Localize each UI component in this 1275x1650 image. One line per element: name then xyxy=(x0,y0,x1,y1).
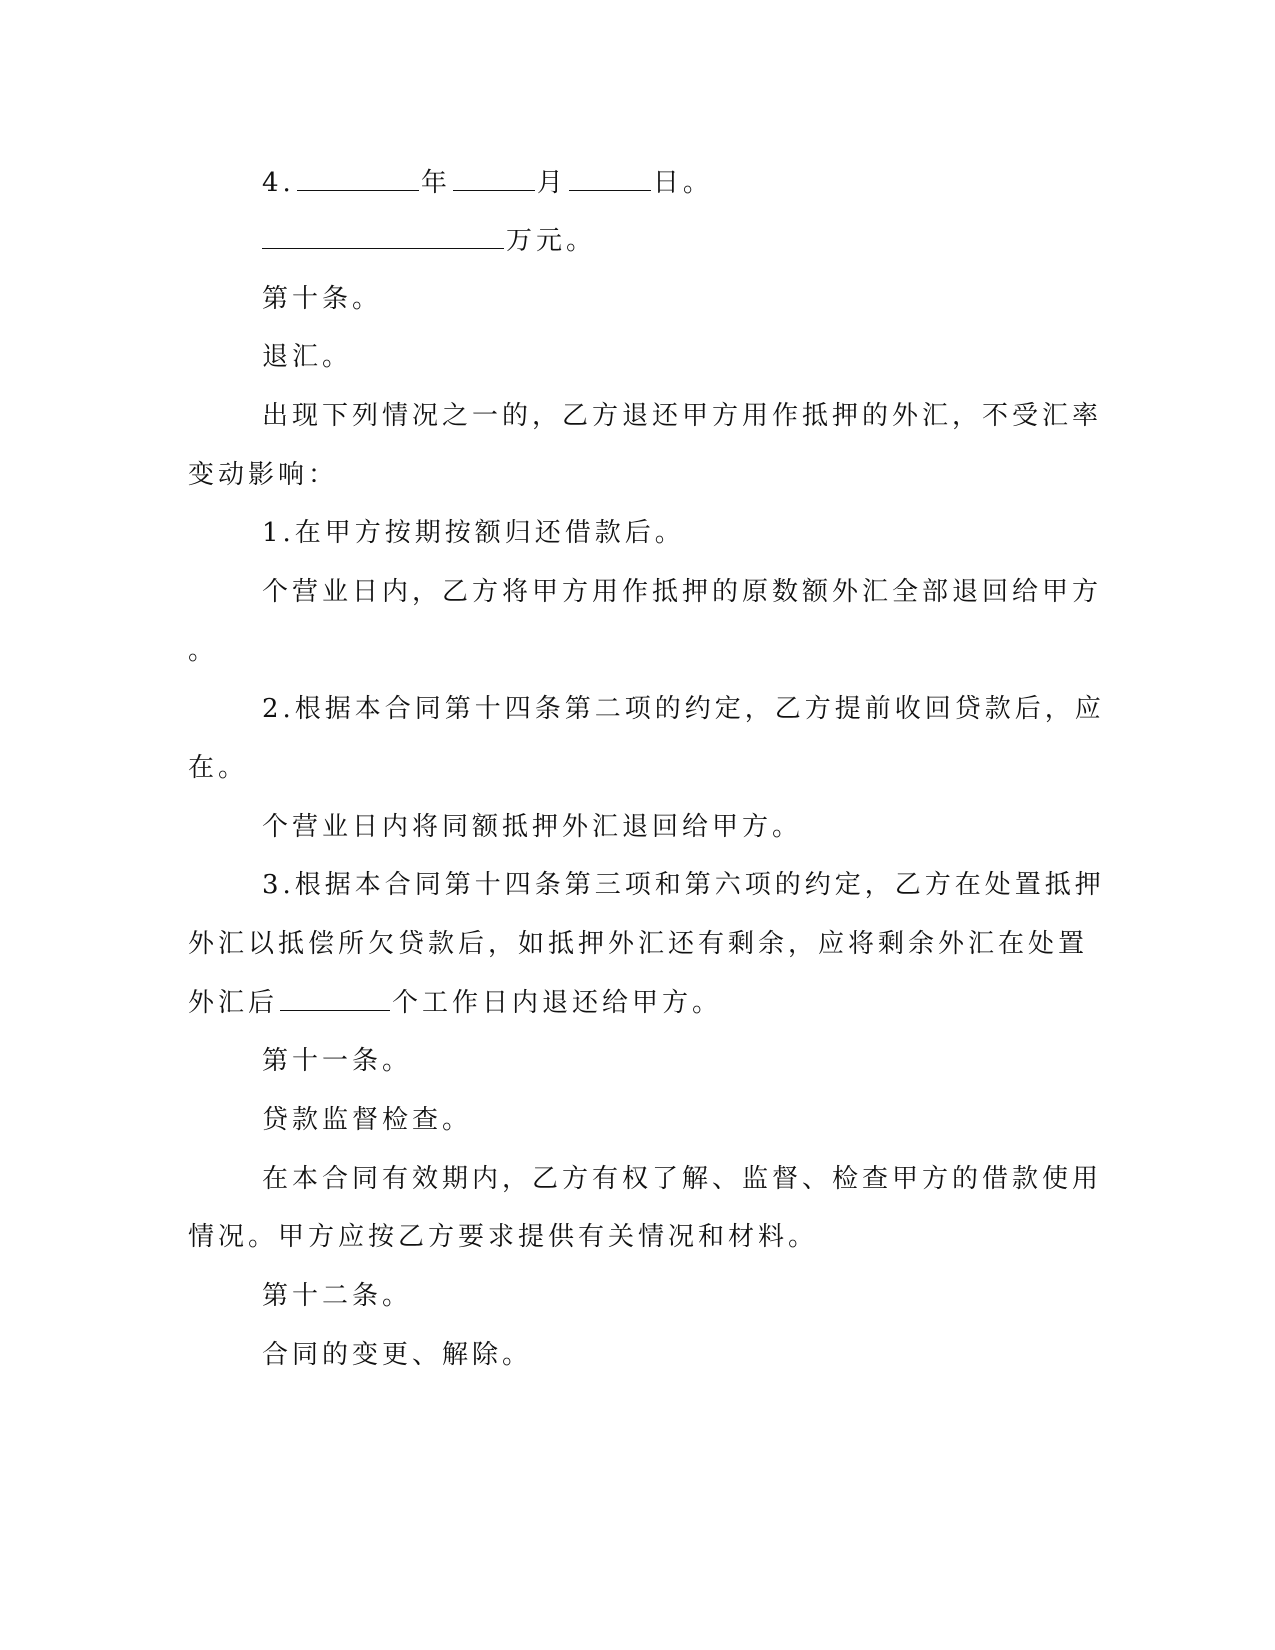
article-heading: 第十条。 xyxy=(262,284,383,314)
text-segment: 外汇后 xyxy=(188,988,279,1018)
paragraph-line: 3.根据本合同第十四条第三项和第六项的约定，乙方在处置抵押 xyxy=(262,870,1105,900)
year-label: 年 xyxy=(420,168,451,198)
section-title: 合同的变更、解除。 xyxy=(262,1340,533,1370)
month-label: 月 xyxy=(536,168,567,198)
paragraph-line: 在本合同有效期内，乙方有权了解、监督、检查甲方的借款使用 xyxy=(262,1164,1103,1194)
section-title: 退汇。 xyxy=(262,342,353,372)
days-blank xyxy=(280,986,390,1011)
paragraph-line: 在。 xyxy=(188,753,249,783)
paragraph-line: 个营业日内将同额抵押外汇退回给甲方。 xyxy=(262,812,803,842)
paragraph-line: 出现下列情况之一的，乙方退还甲方用作抵押的外汇，不受汇率 xyxy=(262,401,1103,431)
text-segment: 个工作日内退还给甲方。 xyxy=(392,988,723,1018)
day-blank xyxy=(569,166,651,191)
item-number: 4. xyxy=(262,168,295,198)
amount-line xyxy=(0,224,1275,258)
paragraph-line xyxy=(0,986,1275,1020)
paragraph-line: 外汇以抵偿所欠贷款后，如抵押外汇还有剩余，应将剩余外汇在处置 xyxy=(188,929,1089,959)
day-label: 日。 xyxy=(652,168,713,198)
paragraph-line: 。 xyxy=(188,636,219,666)
year-blank xyxy=(297,166,419,191)
paragraph-line: 情况。甲方应按乙方要求提供有关情况和材料。 xyxy=(188,1222,819,1252)
paragraph-line: 1.在甲方按期按额归还借款后。 xyxy=(262,518,685,548)
amount-unit: 万元。 xyxy=(506,226,597,256)
paragraph-line: 变动影响： xyxy=(188,460,339,490)
date-line xyxy=(0,166,1275,200)
paragraph-line: 2.根据本合同第十四条第二项的约定，乙方提前收回贷款后，应 xyxy=(262,694,1105,724)
amount-blank xyxy=(262,224,504,249)
paragraph-line: 个营业日内，乙方将甲方用作抵押的原数额外汇全部退回给甲方 xyxy=(262,577,1103,607)
article-heading: 第十一条。 xyxy=(262,1046,413,1076)
article-heading: 第十二条。 xyxy=(262,1281,413,1311)
section-title: 贷款监督检查。 xyxy=(262,1105,473,1135)
month-blank xyxy=(453,166,535,191)
